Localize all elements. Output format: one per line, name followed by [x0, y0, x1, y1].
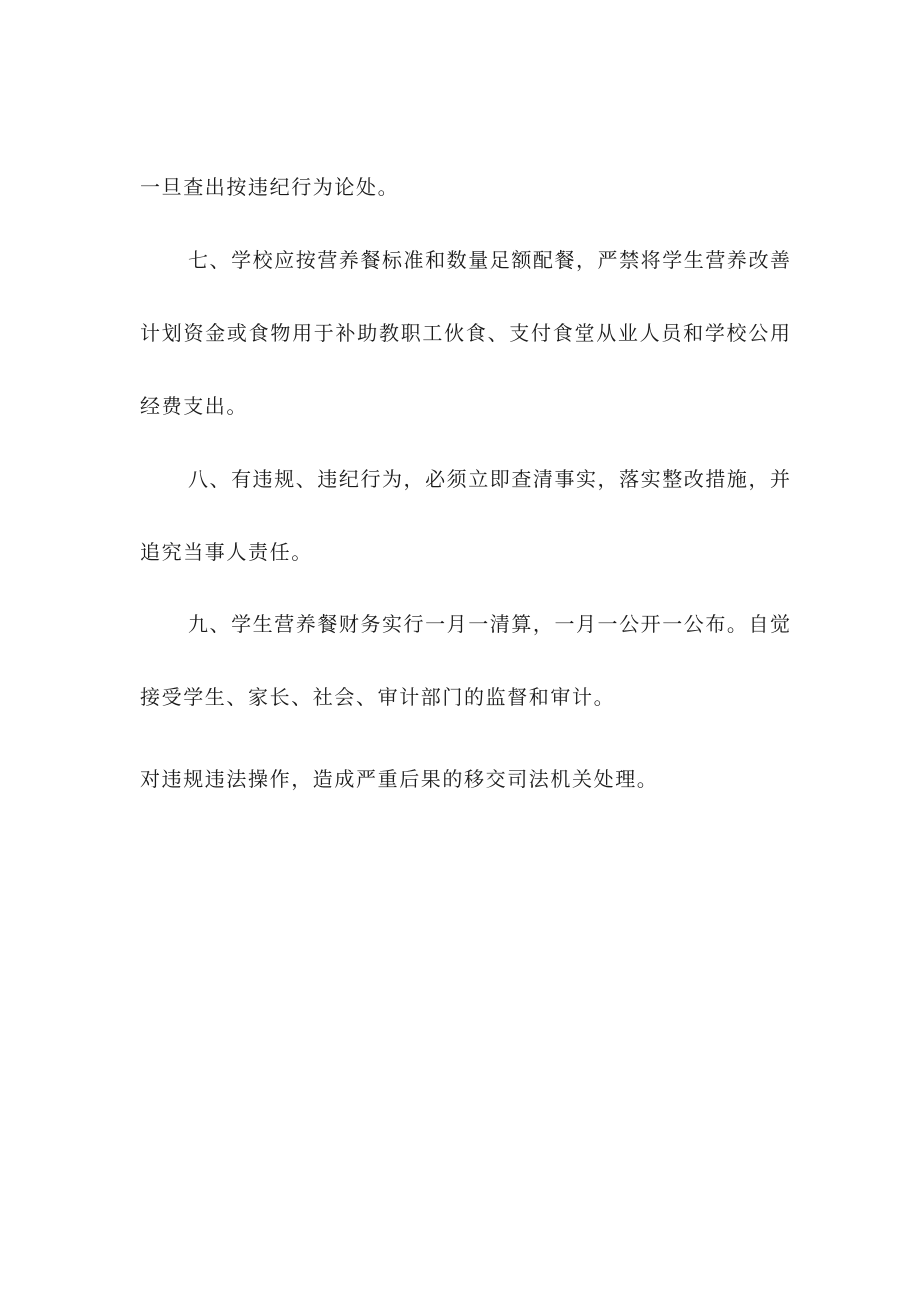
- text-line: 七、学校应按营养餐标准和数量足额配餐，严禁将学生营养改善: [188, 248, 790, 272]
- text-line: 计划资金或食物用于补助教职工伙食、支付食堂从业人员和学校公用: [140, 321, 790, 345]
- text-line: 对违规违法操作，造成严重后果的移交司法机关处理。: [140, 767, 659, 791]
- text-line: 接受学生、家长、社会、审计部门的监督和审计。: [140, 685, 616, 709]
- text-line: 八、有违规、违纪行为，必须立即查清事实，落实整改措施，并: [188, 467, 790, 491]
- text-line: 一旦查出按违纪行为论处。: [140, 175, 400, 199]
- text-line: 经费支出。: [140, 394, 248, 418]
- text-line: 九、学生营养餐财务实行一月一清算，一月一公开一公布。自觉: [188, 612, 790, 636]
- text-line: 追究当事人责任。: [140, 540, 313, 564]
